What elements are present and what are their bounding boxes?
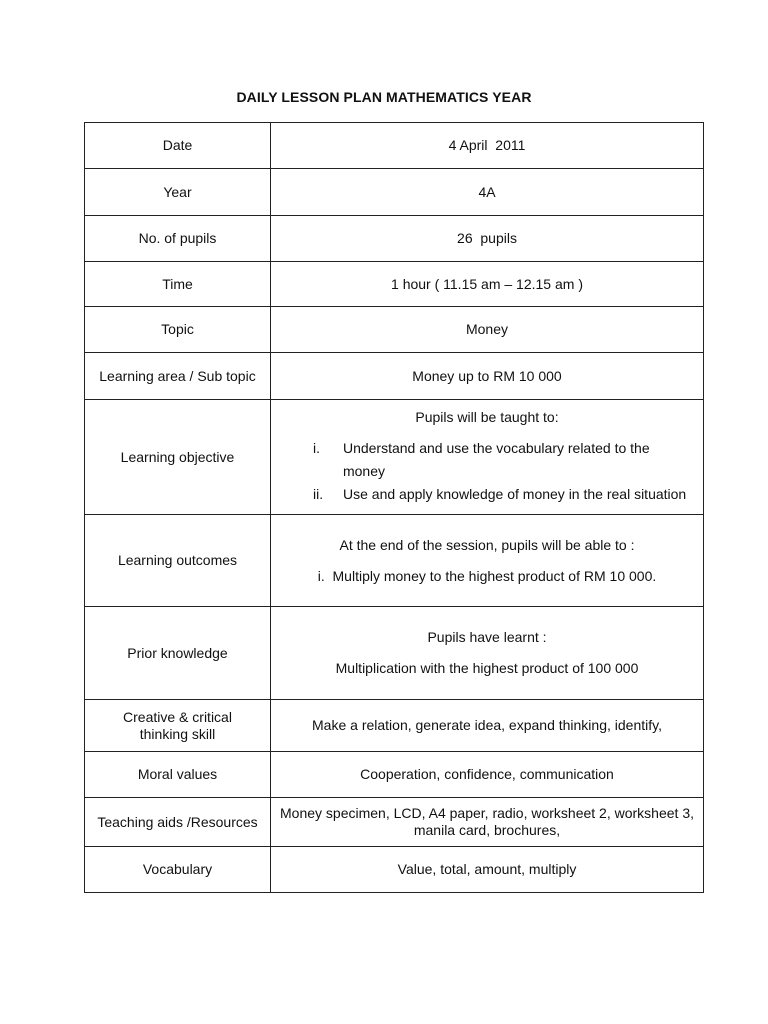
list-item-number: ii. (313, 485, 324, 502)
list-item-number: i. (313, 439, 320, 456)
vocabulary-label: Vocabulary (85, 847, 271, 893)
learning-outcomes-item: i. Multiply money to the highest product of RM 10 000. (317, 567, 657, 584)
learning-outcomes-intro: At the end of the session, pupils will be able to : (339, 536, 635, 553)
row-prior-knowledge (85, 607, 704, 700)
time-label: Time (85, 262, 271, 307)
learning-objective-intro: Pupils will be taught to: (415, 408, 559, 425)
learning-objective-value (271, 400, 704, 515)
list-item (279, 483, 695, 506)
teaching-aids-value-line2: manila card, brochures, (413, 822, 561, 838)
topic-label: Topic (85, 307, 271, 353)
learning-objective-label: Learning objective (85, 400, 271, 515)
date-value: 4 April 2011 (271, 123, 704, 169)
list-item (279, 437, 695, 483)
page-title: DAILY LESSON PLAN MATHEMATICS YEAR (236, 89, 532, 105)
creative-thinking-label-line1: Creative & critical (123, 708, 232, 725)
lesson-plan-table (84, 122, 704, 893)
topic-value: Money (271, 307, 704, 353)
learning-outcomes-value (271, 515, 704, 607)
row-teaching-aids (85, 798, 704, 847)
vocabulary-value: Value, total, amount, multiply (271, 847, 704, 893)
moral-values-value: Cooperation, confidence, communication (271, 752, 704, 798)
moral-values-label: Moral values (85, 752, 271, 798)
creative-thinking-label (85, 700, 271, 752)
row-learning-area (85, 353, 704, 400)
creative-thinking-value: Make a relation, generate idea, expand thinking, identify, (271, 700, 704, 752)
pupils-label: No. of pupils (85, 216, 271, 262)
prior-knowledge-value (271, 607, 704, 700)
row-learning-objective (85, 400, 704, 515)
row-topic (85, 307, 704, 353)
teaching-aids-value (271, 798, 704, 847)
date-label: Date (85, 123, 271, 169)
creative-thinking-label-line2: thinking skill (139, 725, 216, 742)
learning-objective-list (279, 437, 695, 506)
list-item-text: Use and apply knowledge of money in the real situation (343, 485, 687, 502)
prior-knowledge-text: Multiplication with the highest product of 100 000 (335, 660, 639, 676)
list-item-text: Understand and use the vocabulary related to the money (342, 439, 650, 479)
row-year (85, 169, 704, 216)
teaching-aids-label: Teaching aids /Resources (85, 798, 271, 847)
row-time (85, 262, 704, 307)
time-value: 1 hour ( 11.15 am – 12.15 am ) (271, 262, 704, 307)
learning-outcomes-label: Learning outcomes (85, 515, 271, 607)
learning-area-value: Money up to RM 10 000 (271, 353, 704, 400)
row-creative-thinking (85, 700, 704, 752)
pupils-value: 26 pupils (271, 216, 704, 262)
year-label: Year (85, 169, 271, 216)
row-date (85, 123, 704, 169)
row-vocabulary (85, 847, 704, 893)
year-value: 4A (271, 169, 704, 216)
prior-knowledge-label: Prior knowledge (85, 607, 271, 700)
row-moral-values (85, 752, 704, 798)
row-pupils (85, 216, 704, 262)
learning-area-label: Learning area / Sub topic (85, 353, 271, 400)
prior-knowledge-intro: Pupils have learnt : (427, 629, 547, 645)
row-learning-outcomes (85, 515, 704, 607)
teaching-aids-value-line1: Money specimen, LCD, A4 paper, radio, worksheet 2, worksheet 3, (280, 805, 694, 821)
